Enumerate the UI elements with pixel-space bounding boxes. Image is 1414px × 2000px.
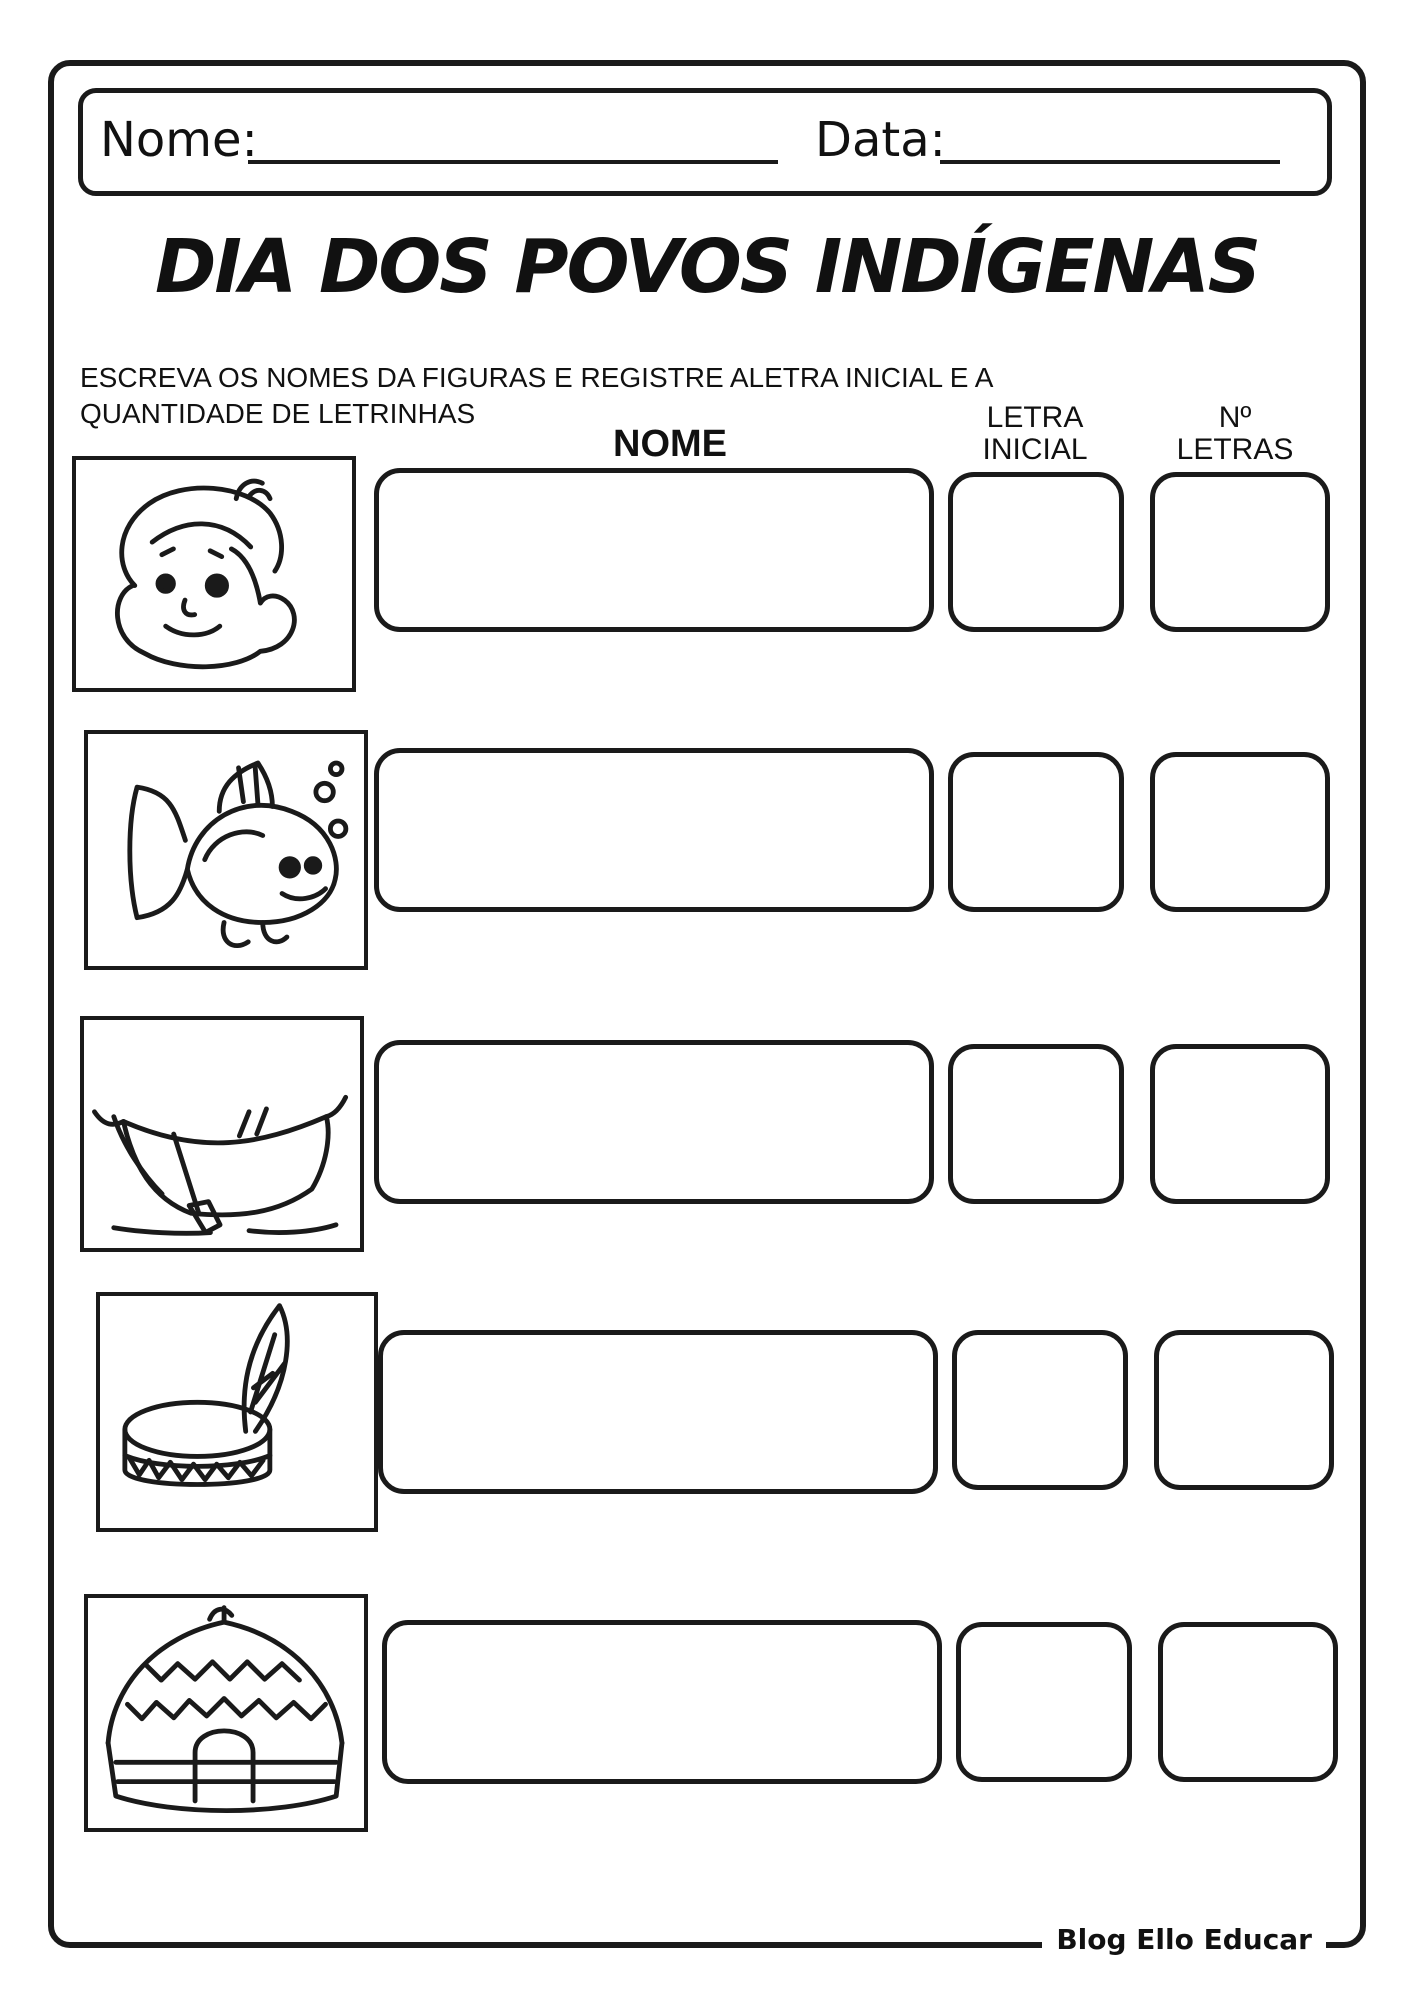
letter-count-box[interactable]	[1154, 1330, 1334, 1490]
picture-box	[84, 1594, 368, 1832]
name-answer-box[interactable]	[382, 1620, 942, 1784]
instructions-line-2: QUANTIDADE DE LETRINHAS	[80, 398, 476, 429]
column-header-initial-line-1: LETRA	[986, 401, 1084, 434]
name-answer-box[interactable]	[378, 1330, 938, 1494]
page-title: DIA DOS POVOS INDÍGENAS	[154, 224, 1260, 310]
name-field[interactable]	[248, 160, 778, 164]
footer-credit: Blog Ello Educar	[1042, 1920, 1326, 1960]
name-label: Nome:	[100, 112, 258, 168]
column-header-name: NOME	[613, 423, 727, 465]
column-header-count	[1150, 402, 1320, 466]
letter-count-box[interactable]	[1158, 1622, 1338, 1782]
column-header-initial	[950, 402, 1120, 466]
column-header-count-line-2: LETRAS	[1176, 433, 1294, 466]
initial-letter-box[interactable]	[948, 472, 1124, 632]
initial-letter-box[interactable]	[956, 1622, 1132, 1782]
date-field[interactable]	[940, 160, 1280, 164]
name-answer-box[interactable]	[374, 468, 934, 632]
column-header-count-line-1: Nº	[1218, 401, 1252, 434]
header-box	[78, 88, 1332, 196]
name-answer-box[interactable]	[374, 748, 934, 912]
initial-letter-box[interactable]	[948, 752, 1124, 912]
fish-icon	[88, 734, 364, 966]
letter-count-box[interactable]	[1150, 472, 1330, 632]
hut-icon	[88, 1598, 364, 1828]
initial-letter-box[interactable]	[952, 1330, 1128, 1490]
date-label: Data:	[815, 112, 946, 168]
column-header-initial-line-2: INICIAL	[982, 433, 1088, 466]
headdress-icon	[100, 1296, 374, 1528]
indigenous-child-icon	[76, 460, 352, 688]
letter-count-box[interactable]	[1150, 1044, 1330, 1204]
picture-box	[80, 1016, 364, 1252]
initial-letter-box[interactable]	[948, 1044, 1124, 1204]
picture-box	[84, 730, 368, 970]
canoe-icon	[84, 1020, 360, 1248]
letter-count-box[interactable]	[1150, 752, 1330, 912]
picture-box	[72, 456, 356, 692]
picture-box	[96, 1292, 378, 1532]
instructions-line-1: ESCREVA OS NOMES DA FIGURAS E REGISTRE ALETRA INICIAL E A	[80, 362, 994, 393]
name-answer-box[interactable]	[374, 1040, 934, 1204]
